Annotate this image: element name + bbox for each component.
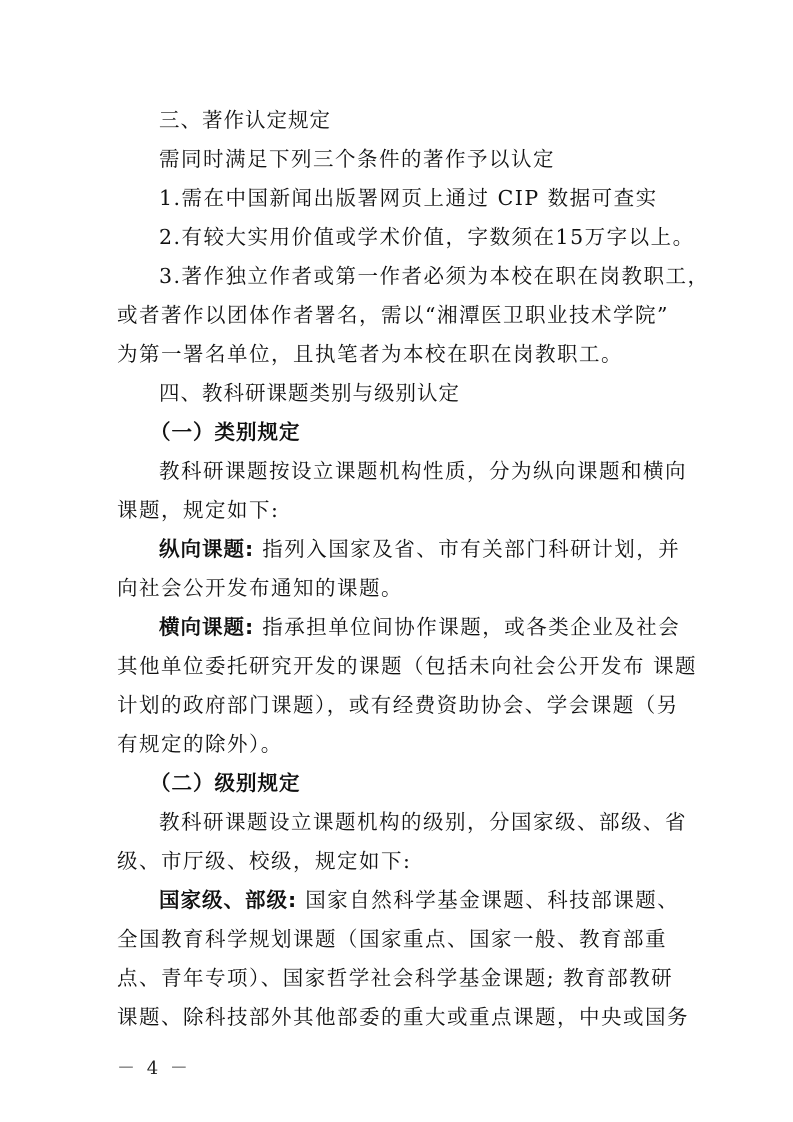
sub2-heading: （二）级别规定 [150,771,301,795]
section3-item3-line3: 为第一署名单位，且执笔者为本校在职在岗教职工。 [117,342,623,366]
sub1-intro-line2: 课题，规定如下: [117,498,280,522]
sub1-heading: （一）类别规定 [150,420,301,444]
section3-item3-line1: 3.著作独立作者或第一作者必须为本校在职在岗教职工， [159,264,710,288]
page-number: － 4 － [117,1058,191,1079]
vertical-topic-text: 指列入国家及省、市有关部门科研计划，并 [254,537,681,561]
section4-heading: 四、教科研课题类别与级别认定 [159,381,460,405]
section3-item2: 2.有较大实用价值或学术价值，字数须在15万字以上。 [159,225,695,249]
sub2-intro-line2: 级、市厅级、校级，规定如下: [117,849,412,873]
national-level-line3: 点、青年专项）、国家哲学社会科学基金课题; 教育部教研 [117,966,674,990]
section3-intro: 需同时满足下列三个条件的著作予以认定 [159,147,555,171]
national-level-line2: 全国教育科学规划课题（国家重点、国家一般、教育部重 [117,927,667,951]
national-level-line1 [159,886,679,914]
horizontal-topic-line2: 其他单位委托研究开发的课题（包括未向社会公开发布 课题 [117,654,698,678]
vertical-topic-line1 [159,535,680,563]
horizontal-topic-line1 [159,613,680,641]
vertical-topic-line2: 向社会公开发布通知的课题。 [117,576,403,600]
horizontal-topic-line3: 计划的政府部门课题），或有经费资助协会、学会课题（另 [117,693,679,717]
vertical-topic-term: 纵向课题: [159,537,255,561]
section3-item3-line2: 或者著作以团体作者署名，需以“湘潭医卫职业技术学院” [117,303,669,327]
national-level-text: 国家自然科学基金课题、科技部课题、 [297,888,680,912]
national-level-line4: 课题、除科技部外其他部委的重大或重点课题，中央或国务 [117,1005,689,1029]
horizontal-topic-text: 指承担单位间协作课题，或各类企业及社会 [254,615,681,639]
national-level-term: 国家级、部级: [159,888,298,912]
horizontal-topic-line4: 有规定的除外）。 [117,732,283,756]
section3-heading: 三、著作认定规定 [159,108,331,132]
horizontal-topic-term: 横向课题: [159,615,255,639]
sub2-intro-line1: 教科研课题设立课题机构的级别，分国家级、部级、省 [159,810,687,834]
sub1-intro-line1: 教科研课题按设立课题机构性质，分为纵向课题和横向 [159,459,687,483]
section3-item1: 1.需在中国新闻出版署网页上通过 CIP 数据可查实 [159,186,658,210]
